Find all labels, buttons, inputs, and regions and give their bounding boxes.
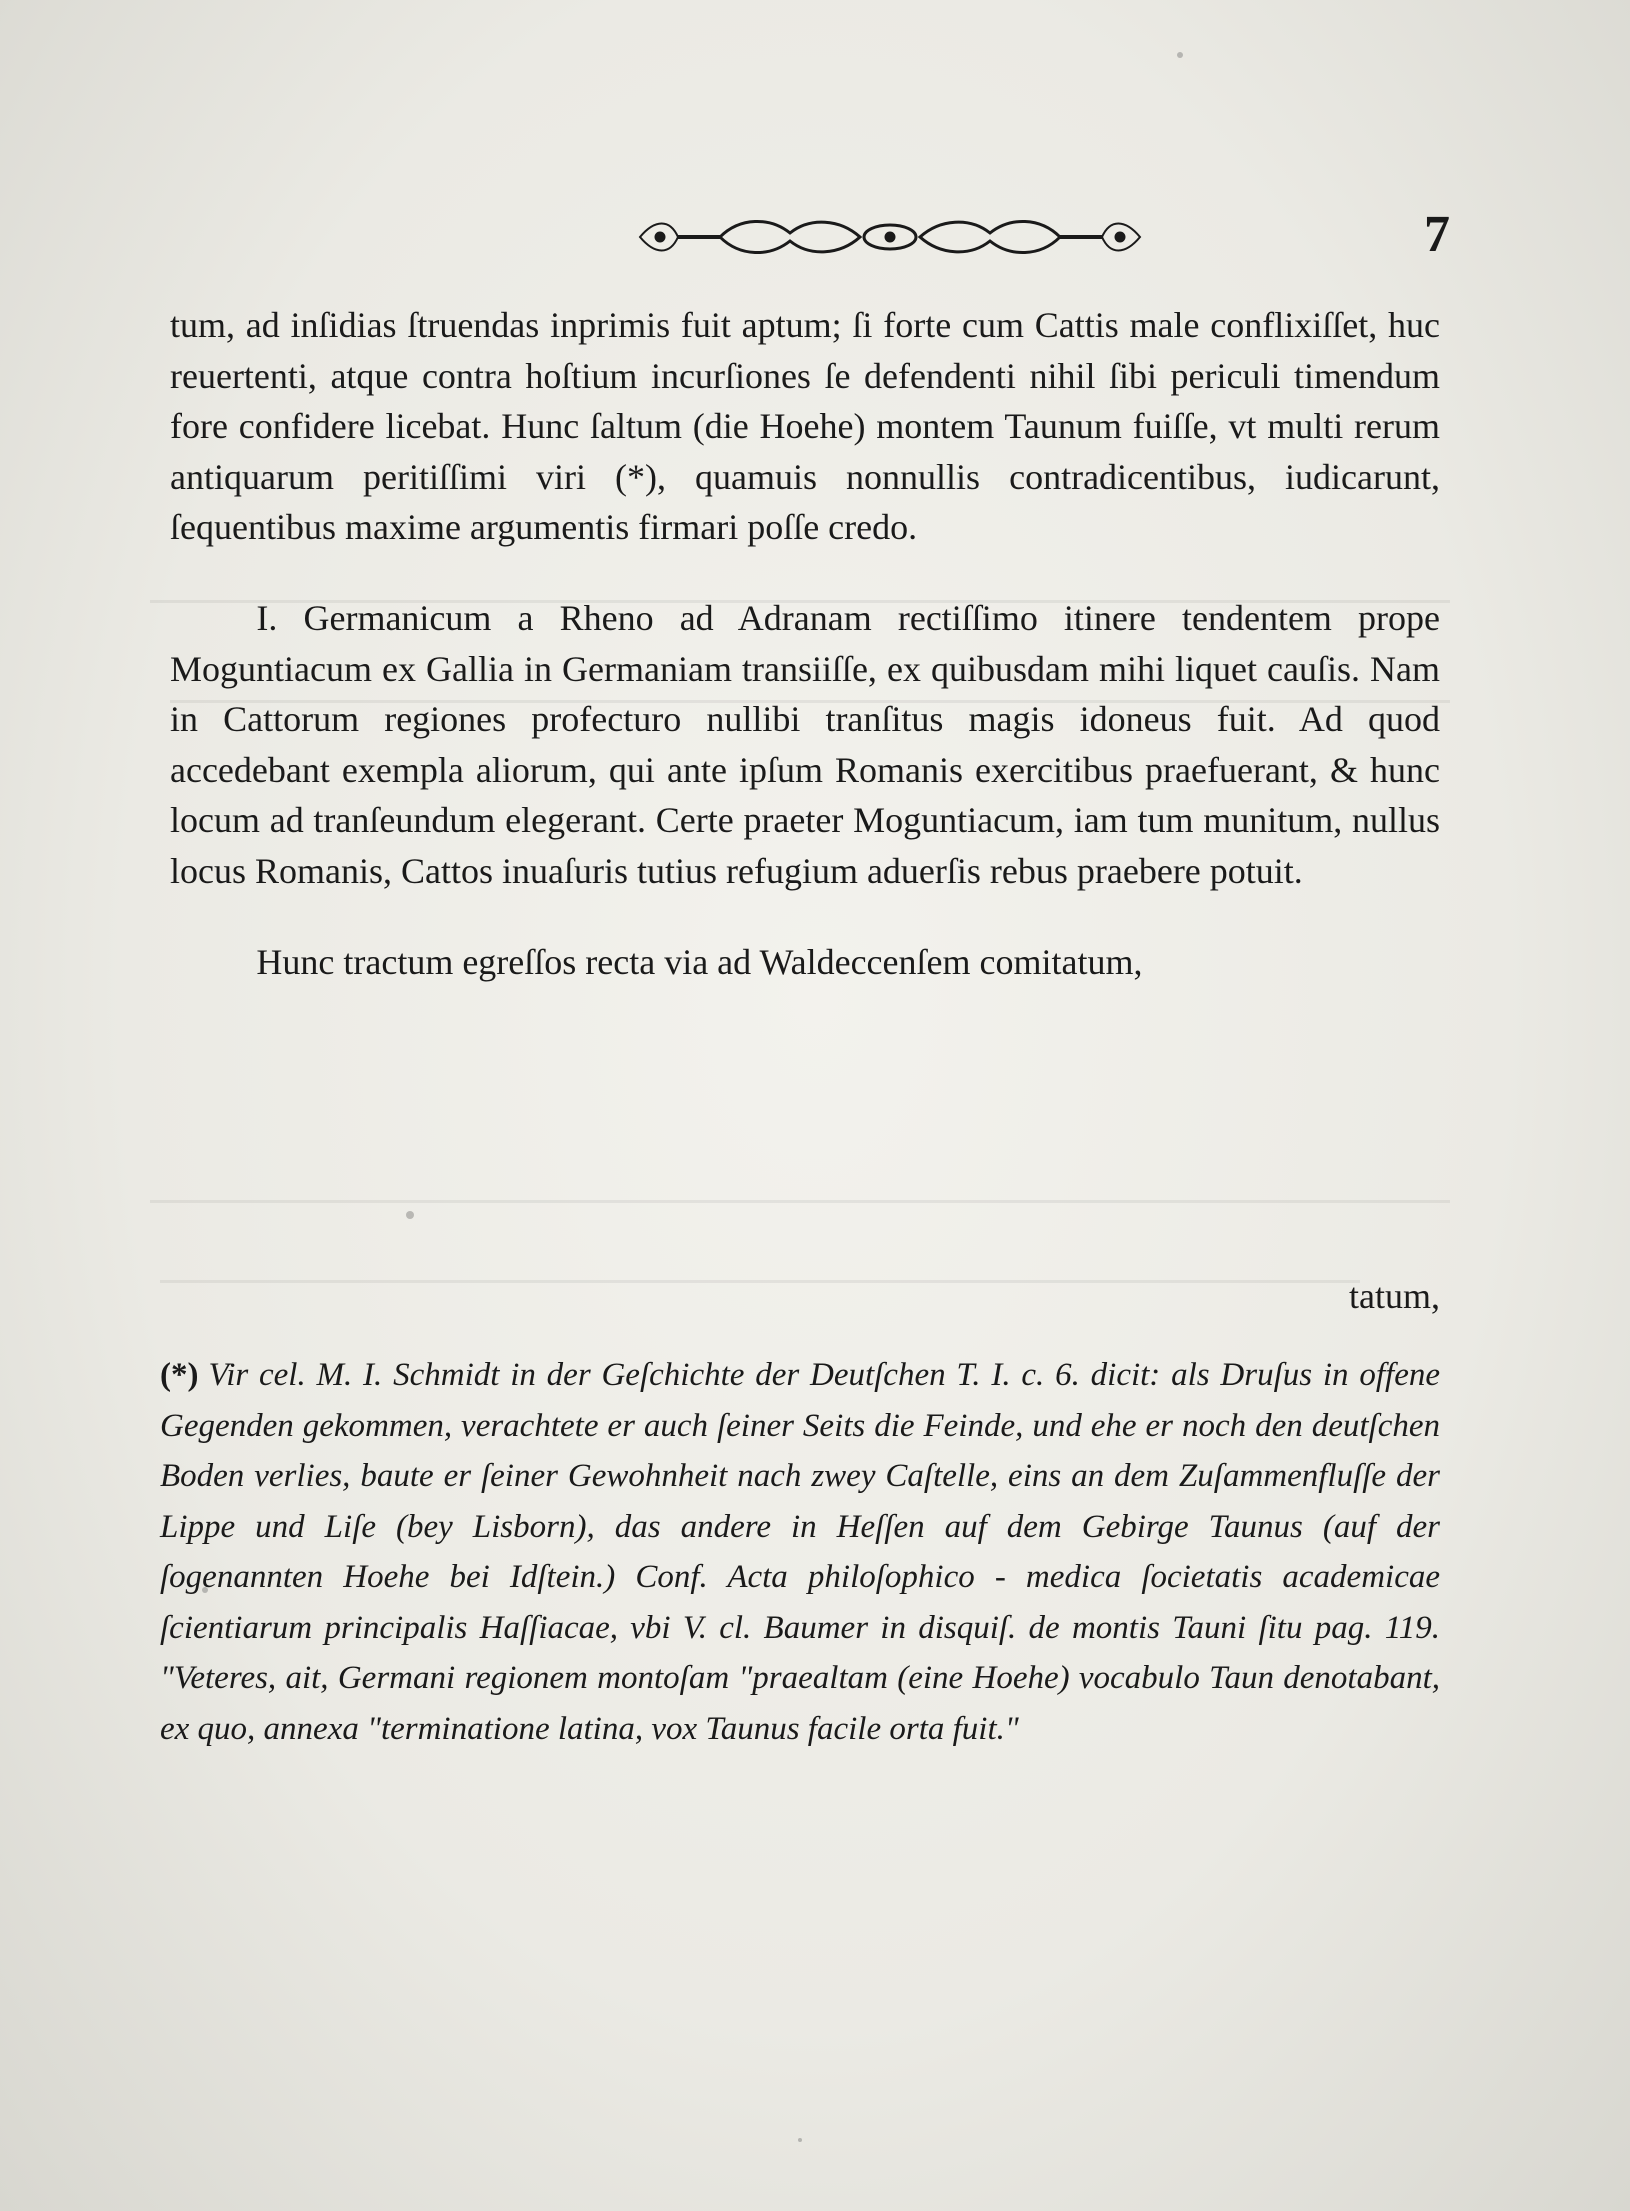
footnote-text: Vir cel. M. I. Schmidt in der Geſchichte der Deutſchen T. I. c. 6. dicit: als Druſus in offene Gegenden gekommen, verachtete er auch ſeiner Seits die Feinde, und ehe er noch den deutſchen Boden verlies, baute er ſeiner Gewohnheit nach zwey Caſtelle, eins an dem Zuſammenfluſſe der Lippe und Liſe (bey Lisborn), das andere in Heſſen auf dem Gebirge Taunus (auf der ſogenannten Hoehe bei Idſtein.) Conf. Acta philoſophico - medica ſocietatis academicae ſcientiarum principalis Haſſiacae, vbi V. cl. Baumer in disquiſ. de montis Tauni ſitu pag. 119. "Veteres, ait, Germani regionem montoſam "praealtam (eine Hoehe) vocabulo Taun denotabant, ex quo, annexa "terminatione latina, vox Taunus facile orta fuit." <box>160 1357 1440 1747</box>
footnote <box>160 1350 1440 1754</box>
page-number: 7 <box>1424 206 1450 263</box>
paragraph-continuation: tum, ad inſidias ſtruendas inprimis fuit aptum; ſi forte cum Cattis male conflixiſſet, huc reuertenti, atque contra hoſtium incurſiones ſe defendenti nihil ſibi periculi timendum fore confidere licebat. Hunc ſaltum (die Hoehe) montem Taunum fuiſſe, vt multi rerum antiquarum peritiſſimi viri (*), quamuis nonnullis contradicentibus, iudicarunt, ſequentibus maxime argumentis firmari poſſe credo. <box>170 305 1440 548</box>
paragraph-argument-one: I. Germanicum a Rheno ad Adranam rectiſſimo itinere tendentem prope Moguntiacum ex Gallia in Germaniam transiiſſe, ex quibusdam mihi liquet cauſis. Nam in Cattorum regiones profecturo nullibi tranſitus magis idoneus fuit. Ad quod accedebant exempla aliorum, qui ante ipſum Romanis exercitibus praefuerant, & hunc locum ad tranſeundum elegerant. Certe praeter Moguntiacum, iam tum munitum, nullus locus Romanis, Cattos inuaſuris tutius refugium aduerſis rebus praebere potuit. <box>170 597 1440 891</box>
page-header <box>160 205 1450 275</box>
catchword: tatum, <box>1349 1276 1440 1316</box>
ornamental-header-icon <box>630 207 1150 267</box>
footnote-mark: (*) <box>160 1357 199 1393</box>
paragraph-tractum: Hunc tractum egreſſos recta via ad Waldeccenſem comitatum, <box>256 941 1143 982</box>
main-text <box>170 300 1440 987</box>
